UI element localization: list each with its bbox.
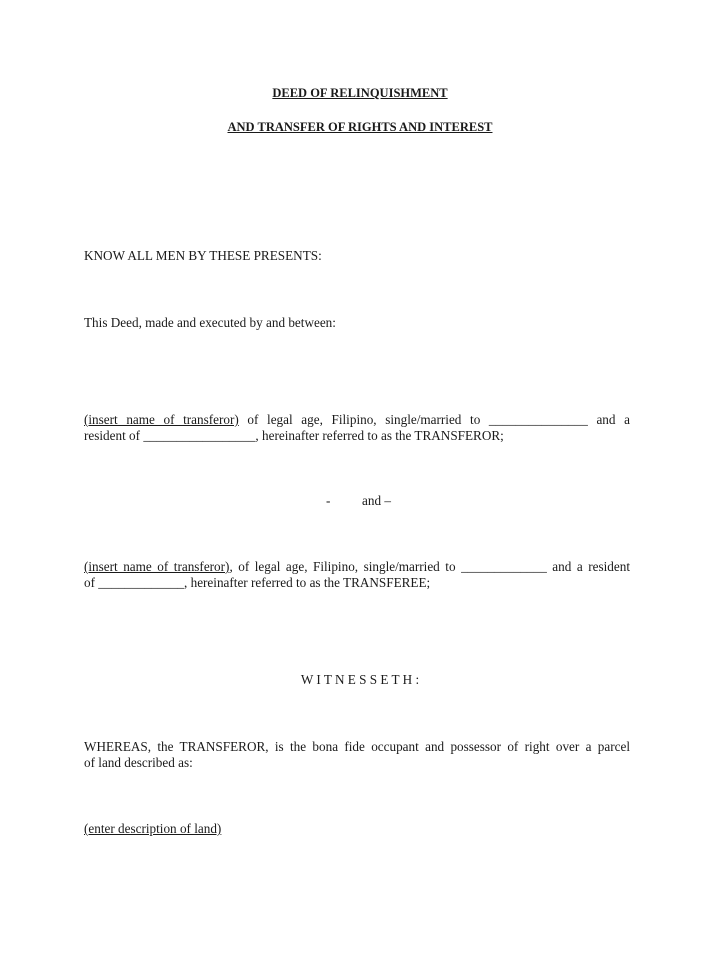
intro-text: KNOW ALL MEN BY THESE PRESENTS: (84, 248, 322, 263)
transferor-name-placeholder: (insert name of transferor) (84, 412, 239, 427)
transferee-line-1-text: , of legal age, Filipino, single/married to _____________ and a resident (229, 559, 630, 574)
deed-text: This Deed, made and executed by and between: (84, 315, 336, 330)
transferor-line-1-text: of legal age, Filipino, single/married to _______________ and a (238, 412, 630, 427)
separator-and: and – (362, 493, 391, 508)
title-line-1: DEED OF RELINQUISHMENT (272, 86, 448, 100)
whereas-line-2: of land described as: (84, 755, 193, 770)
land-description-placeholder: (enter description of land) (84, 821, 222, 836)
transferee-line-2: of _____________, hereinafter referred to as the TRANSFEREE; (84, 575, 431, 590)
transferee-name-placeholder: (insert name of transferor) (84, 559, 230, 574)
transferor-line-1 (84, 412, 630, 428)
witnesseth-heading: W I T N E S S E T H : (300, 672, 420, 687)
transferee-line-1 (84, 559, 630, 575)
title-line-2: AND TRANSFER OF RIGHTS AND INTEREST (227, 120, 493, 134)
separator-dash: - (326, 493, 331, 508)
transferor-line-2: resident of _________________, hereinafter referred to as the TRANSFEROR; (84, 428, 504, 443)
whereas-line-1: WHEREAS, the TRANSFEROR, is the bona fide occupant and possessor of right over a parcel (84, 739, 630, 754)
